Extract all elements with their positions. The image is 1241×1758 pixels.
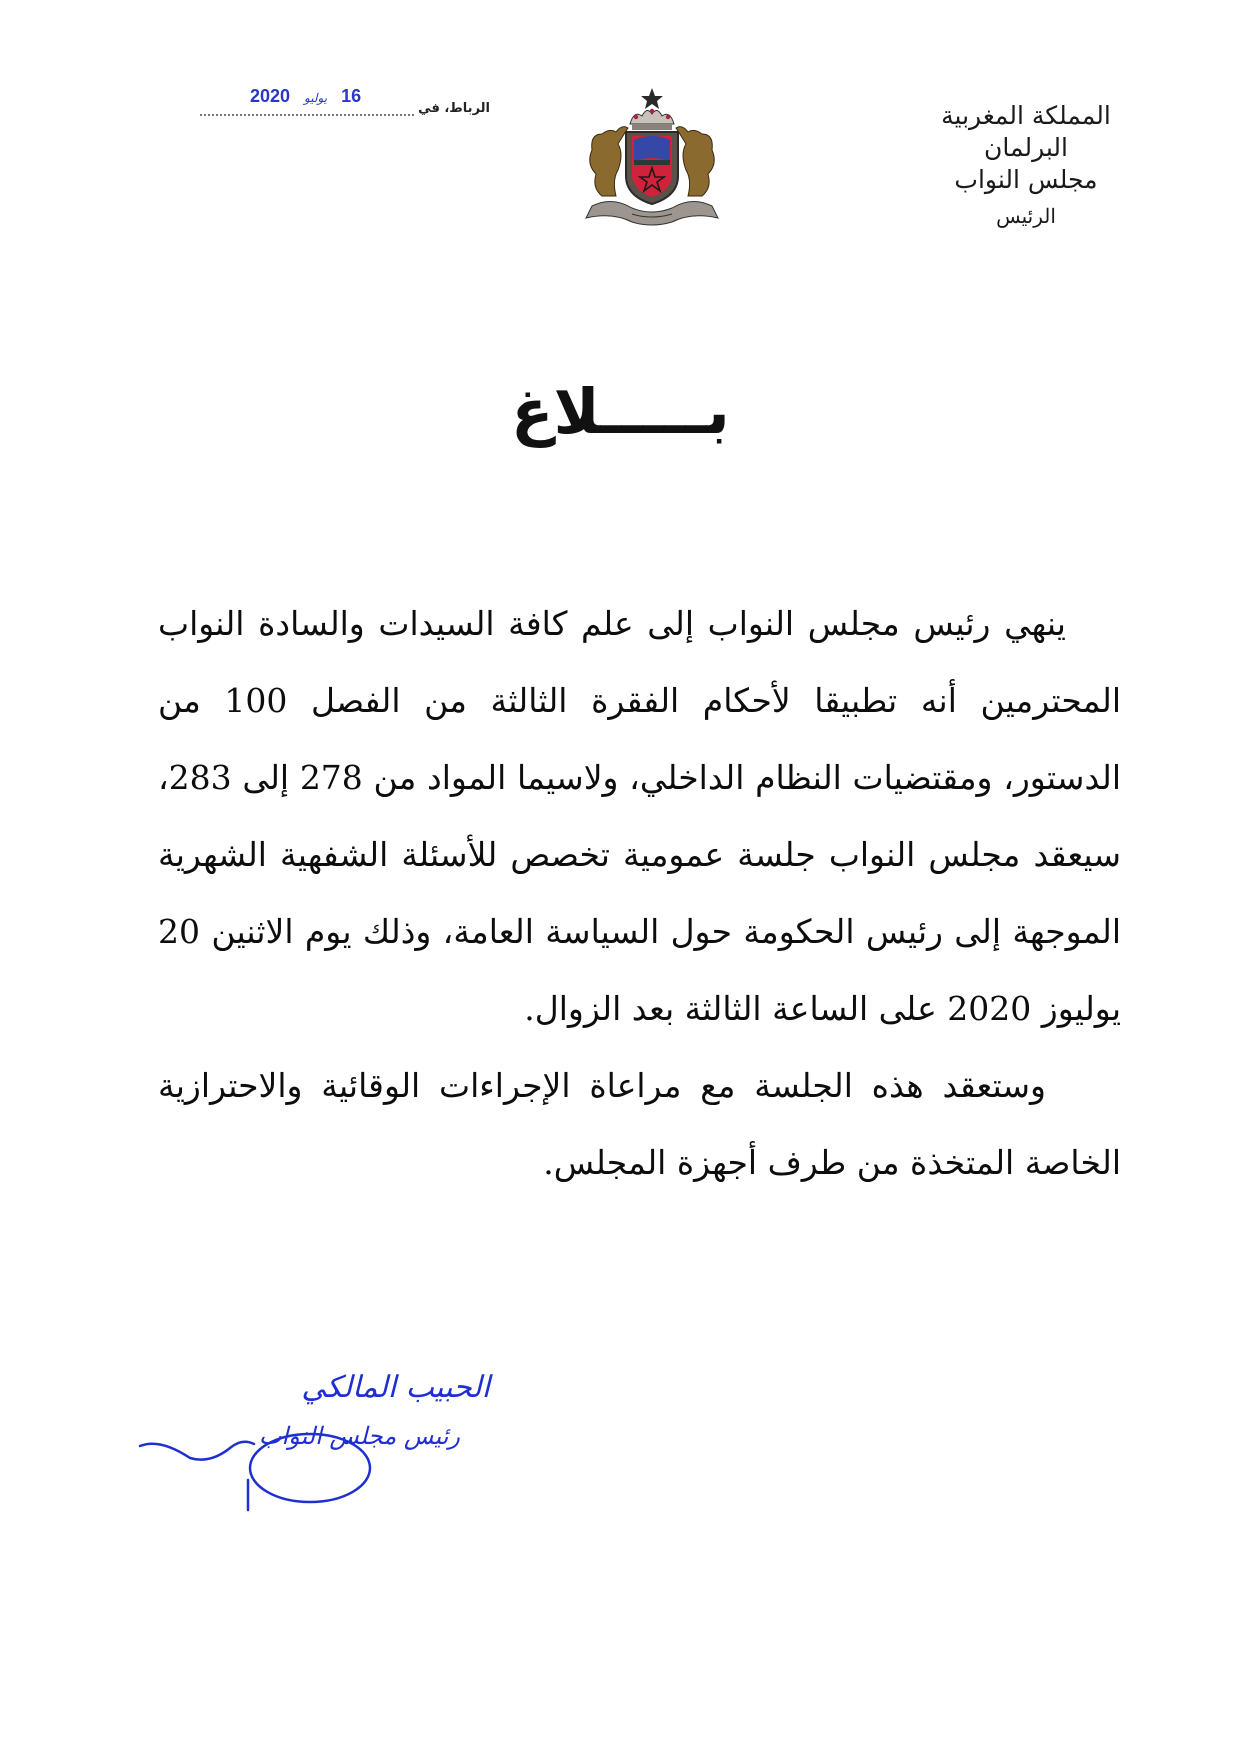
- lion-right-icon: [676, 127, 714, 196]
- signature-text: [230, 1368, 490, 1452]
- signatory-title: رئيس مجلس النواب: [258, 1422, 460, 1450]
- stamp-day: 16: [341, 86, 362, 106]
- signatory-name: الحبيب المالكي: [301, 1370, 490, 1405]
- body-paragraph-1: ينهي رئيس مجلس النواب إلى علم كافة السيدات والسادة النواب المحترمين أنه تطبيقا لأحكام الفقرة الثالثة من الفصل 100 من الدستور، ومقتضيات النظام الداخلي، ولاسيما المواد من 278 إلى 283، سيعقد مجلس النواب جلسة عمومية تخصص للأسئلة الشفهية الشهرية الموجهة إلى رئيس الحكومة حول السياسة العامة، وذلك يوم الاثنين 20 يوليوز 2020 على الساعة الثالثة بعد الزوال.: [158, 604, 1121, 1028]
- institution-line-house: مجلس النواب: [954, 165, 1098, 194]
- shield-icon: [626, 132, 678, 204]
- document-body: [158, 585, 1121, 1201]
- institution-header: [911, 100, 1141, 232]
- document-title: بـــــلاغ: [511, 375, 730, 448]
- signature-block: [130, 1368, 490, 1518]
- place-label: الرباط، في: [418, 101, 490, 116]
- coat-of-arms-emblem: [572, 84, 732, 234]
- crown-icon: [630, 88, 674, 130]
- institution-line-kingdom: المملكة المغربية: [941, 101, 1111, 130]
- stamp-month: يوليو: [304, 91, 328, 105]
- date-stamp: [250, 86, 361, 107]
- president-label: الرئيس: [996, 204, 1056, 228]
- lion-left-icon: [590, 127, 628, 196]
- body-paragraph-2: وستعقد هذه الجلسة مع مراعاة الإجراءات الوقائية والاحترازية الخاصة المتخذة من طرف أجهزة المجلس.: [158, 1066, 1121, 1182]
- institution-line-parliament: البرلمان: [984, 133, 1068, 162]
- stamp-year: 2020: [250, 86, 291, 106]
